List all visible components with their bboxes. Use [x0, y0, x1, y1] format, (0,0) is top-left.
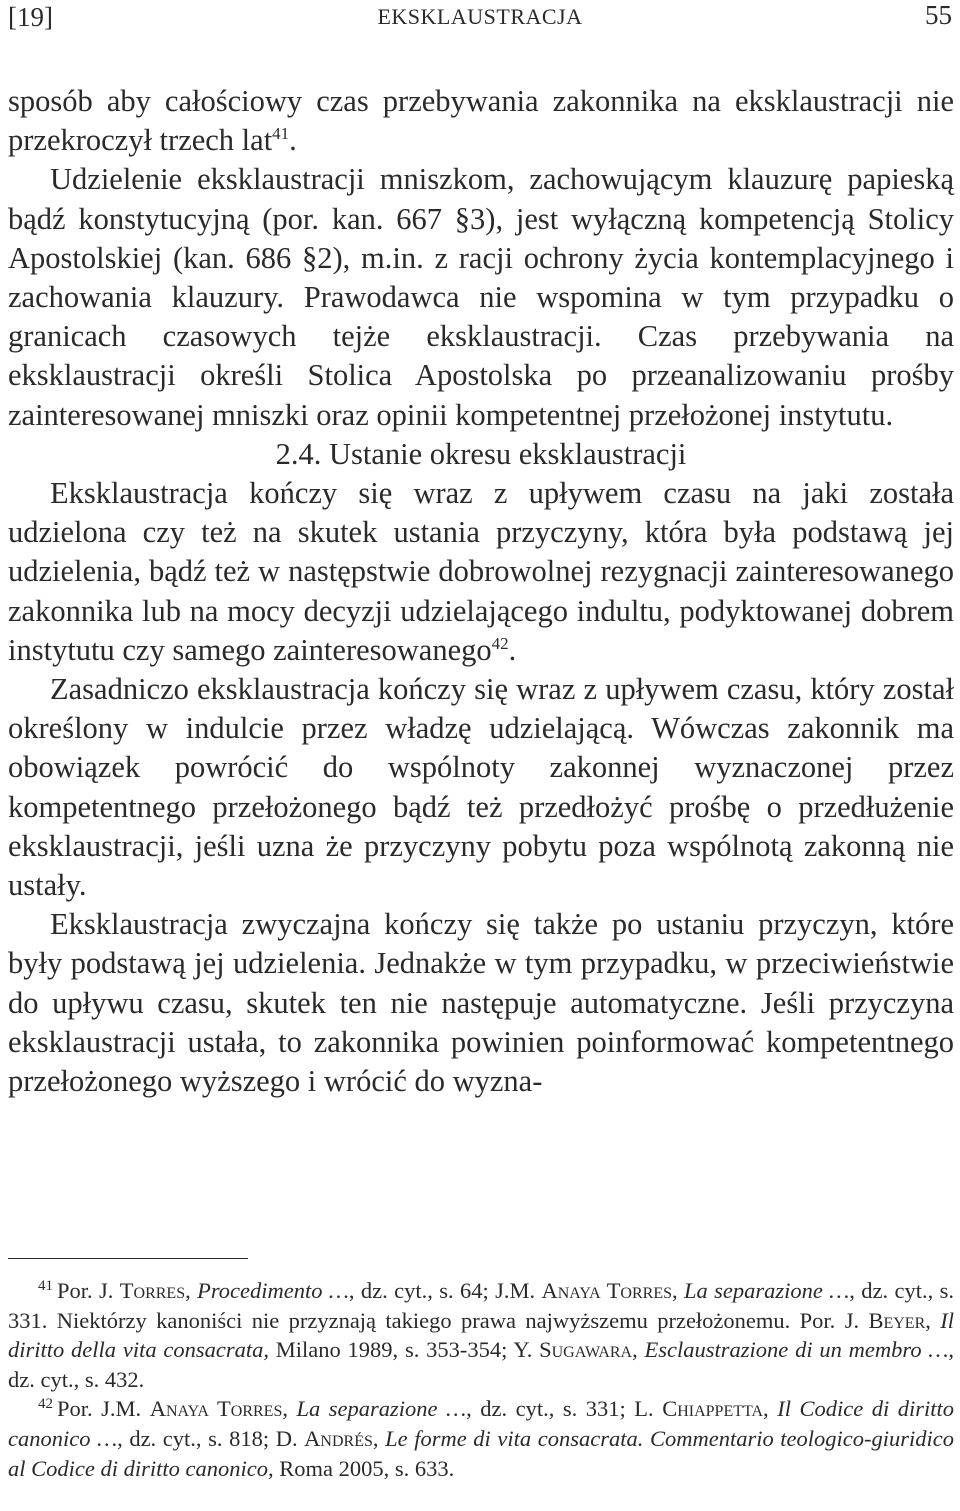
footnote-text: Milano 1989, s. 353-354; Y. [268, 1337, 540, 1363]
footnote-text: Roma 2005, s. 633. [273, 1455, 455, 1481]
footnote-text: , [925, 1307, 941, 1333]
main-text [8, 82, 954, 1101]
footnote-text: Por. J.M. [57, 1396, 150, 1422]
paragraph [8, 82, 954, 160]
footnote-text: , [632, 1337, 645, 1363]
footnote-text: , dz. cyt., s. 331; L. [466, 1396, 663, 1422]
footnote-text: , dz. cyt., s. 331. Niektórzy kanoniści nie przyznają takiego prawa najwyższemu przełożonemu. Por. J. [8, 1278, 955, 1333]
work-title: Il Codice di diritto canonico … [8, 1396, 955, 1451]
chapter-number: [19] [8, 2, 53, 32]
author-name: Anaya Torres [541, 1278, 673, 1303]
footnote-text: , dz. cyt., s. 64; J.M. [348, 1278, 542, 1303]
author-name: Chiappetta [662, 1396, 764, 1422]
author-name: Andrés [304, 1425, 373, 1451]
paragraph [8, 474, 954, 670]
author-name: Anaya Torres [149, 1396, 283, 1422]
paragraph-text: sposób aby całościowy czas przebywania zakonnika na eksklaustracji nie przekroczył trzech lat [8, 84, 954, 158]
work-title: Procedimento … [197, 1278, 349, 1303]
running-header [8, 0, 952, 40]
section-heading: 2.4. Ustanie okresu eksklaustracji [275, 436, 687, 471]
footnotes [8, 1276, 954, 1483]
work-title: Esclaustrazione di un membro … [644, 1337, 949, 1363]
footnote-reference[interactable]: 42 [491, 633, 509, 653]
footnote-text: , [282, 1396, 297, 1422]
author-name: Beyer [868, 1307, 926, 1333]
footnote-text: , [672, 1278, 685, 1303]
paragraph-tail: . [289, 123, 297, 158]
footnote-text: , [372, 1425, 386, 1451]
work-title: La separazione … [684, 1278, 850, 1303]
footnote-text: , dz. cyt., s. 818; D. [117, 1425, 305, 1451]
paragraph: Eksklaustracja zwyczajna kończy się także po ustaniu przyczyn, które były podstawą jej udzielenia. Jednakże w tym przypadku, w przeciwieństwie do upływu czasu, skutek ten nie następuje automatyczne. Jeśli przyczyna eksklaustracji ustała, to zakonnika powinien poinformować kompetentnego przełożonego wyższego i wrócić do wyzna- [8, 907, 954, 1099]
paragraph-text: Eksklaustracja kończy się wraz z upływem czasu na jaki została udzielona czy też na skutek ustania przyczyny, która była podstawą jej udzielenia, bądź też w następstwie dobrowolnej rezygnacji zainteresowanego zakonnika lub na mocy decyzji udzielającego indultu, podyktowanej dobrem instytutu czy samego zainteresowanego [8, 476, 954, 667]
paragraph: Udzielenie eksklaustracji mniszkom, zachowującym klauzurę papieską bądź konstytucyjną (por. kan. 667 §3), jest wyłączną kompetencją Stolicy Apostolskiej (kan. 686 §2), m.in. z racji ochrony życia kontemplacyjnego i zachowania klauzury. Prawodawca nie wspomina w tym przypadku o granicach czasowych tejże eksklaustracji. Czas przebywania na eksklaustracji określi Stolica Apostolska po przeanalizowaniu prośby zainteresowanej mniszki oraz opinii kompetentnej przełożonej instytutu. [8, 162, 954, 432]
footnote-text: , dz. cyt., s. 432. [8, 1337, 954, 1392]
footnote-41 [8, 1276, 954, 1394]
work-title: Le forme di vita consacrata. Commentario teologico-giuridico al Codice di diritto canonico, [8, 1425, 955, 1481]
footnote-42 [8, 1394, 954, 1483]
work-title: Il diritto della vita consacrata, [8, 1307, 955, 1363]
footnote-text: , [763, 1396, 778, 1422]
work-title: La separazione … [296, 1396, 467, 1422]
footnote-number: 41 [38, 1277, 53, 1294]
footnote-number: 42 [38, 1395, 53, 1412]
paragraph-tail: . [508, 632, 517, 667]
paragraph: Zasadniczo eksklaustracja kończy się wraz z upływem czasu, który został określony w indulcie przez władzę udzielającą. Wówczas zakonnik ma obowiązek powrócić do wspólnoty zakonnej wyznaczonej przez kompetentnego przełożonego bądź też przedłożyć prośbę o przedłużenie eksklaustracji, jeśli uzna że przyczyny pobytu poza wspólnotą zakonną nie ustały. [8, 672, 954, 903]
footnote-text: Por. J. [57, 1278, 120, 1303]
author-name: Sugawara [539, 1337, 633, 1363]
author-name: Torres [119, 1278, 186, 1303]
running-title: EKSKLAUSTRACJA [377, 4, 583, 29]
page-number: 55 [925, 0, 952, 30]
footnote-text: , [185, 1278, 198, 1303]
footnote-reference[interactable]: 41 [272, 124, 290, 144]
footnote-separator [8, 1258, 248, 1259]
